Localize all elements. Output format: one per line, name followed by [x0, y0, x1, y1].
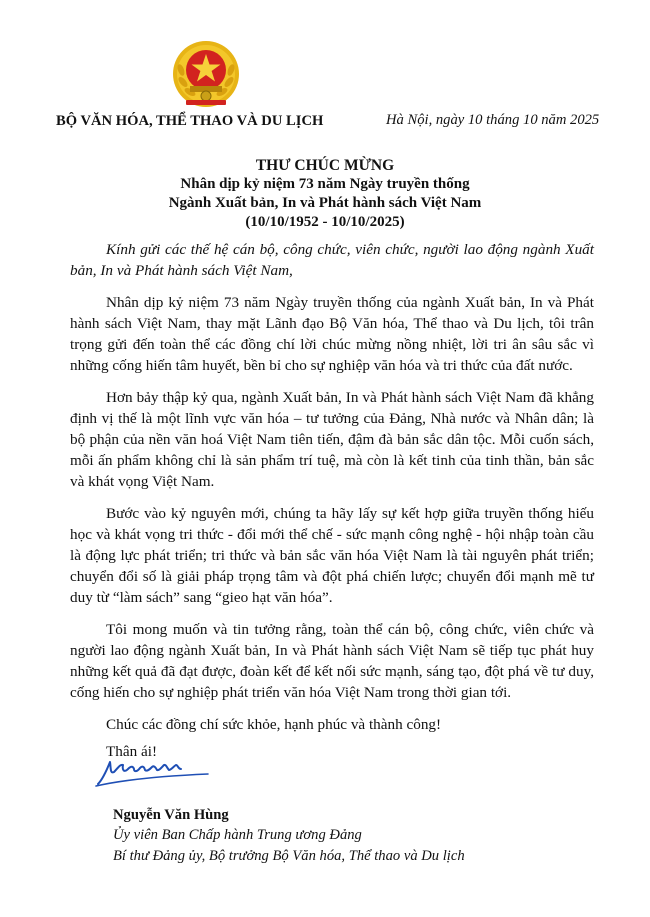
paragraph-3: Bước vào kỷ nguyên mới, chúng ta hãy lấy sự kết hợp giữa truyền thống hiếu học và khát vọng tri thức - đổi mới thể chế - sức mạnh công nghệ - hội nhập toàn cầu là động lực phát triển; tri thức và bản sắc văn hóa Việt Nam là tài nguyên phát triển; chuyển đổi số là giải pháp trọng tâm và đột phá chiến lược; chuyển đổi mạnh mẽ tư duy từ “làm sách” sang “gieo hạt văn hóa”. — [70, 505, 594, 606]
signer-name: Nguyễn Văn Hùng — [113, 807, 229, 823]
letter-subtitle-occasion: Nhân dịp kỷ niệm 73 năm Ngày truyền thống — [180, 176, 470, 192]
paragraph-4: Tôi mong muốn và tin tưởng rằng, toàn thể cán bộ, công chức, viên chức và người lao động ngành Xuất bản, In và Phát hành sách Việt Nam sẽ tiếp tục phát huy những kết quả đã đạt được, đoàn kết để kết nối sức mạnh, sáng tạo, đột phá về tư duy, cống hiến cho sự nghiệp phát triển văn hóa Việt Nam trong thời gian tới. — [70, 621, 594, 701]
closing-paragraph: Thân ái! — [106, 743, 158, 760]
handwritten-signature — [92, 750, 212, 790]
letter-subtitle-dates: (10/10/1952 - 10/10/2025) — [245, 214, 405, 230]
place-date: Hà Nội, ngày 10 tháng 10 năm 2025 — [386, 112, 600, 128]
paragraph-2: Hơn bảy thập kỷ qua, ngành Xuất bản, In và Phát hành sách Việt Nam đã khẳng định vị thế là một lĩnh vực văn hóa – tư tưởng của Đảng, Nhà nước và Nhân dân; là bộ phận của nền văn hoá Việt Nam tiên tiến, đậm đà bản sắc dân tộc. Mỗi cuốn sách, mỗi ấn phẩm không chỉ là sản phẩm trí tuệ, mà còn là kết tinh của tinh thần, bản sắc và khát vọng Việt Nam. — [70, 389, 594, 490]
paragraph-1: Nhân dịp kỷ niệm 73 năm Ngày truyền thống của ngành Xuất bản, In và Phát hành sách Việt Nam, thay mặt Lãnh đạo Bộ Văn hóa, Thể thao và Du lịch, tôi trân trọng gửi đến toàn thể các đồng chí lời chúc mừng nồng nhiệt, lời tri ân sâu sắc vì những cống hiến tâm huyết, bền bỉ cho sự nghiệp văn hóa và tri thức của đất nước. — [70, 294, 594, 374]
greeting-paragraph: Kính gửi các thế hệ cán bộ, công chức, viên chức, người lao động ngành Xuất bản, In và Phát hành sách Việt Nam, — [70, 241, 594, 279]
letter-title: THƯ CHÚC MỪNG — [255, 157, 395, 174]
paragraph-5: Chúc các đồng chí sức khỏe, hạnh phúc và thành công! — [106, 716, 442, 733]
ministry-name: BỘ VĂN HÓA, THỂ THAO VÀ DU LỊCH — [56, 113, 324, 129]
letter-body — [70, 239, 594, 773]
letter-subtitle-sector: Ngành Xuất bản, In và Phát hành sách Việt Nam — [168, 195, 482, 211]
signer-position-2: Bí thư Đảng ủy, Bộ trưởng Bộ Văn hóa, Thể thao và Du lịch — [113, 848, 465, 864]
national-emblem-icon — [172, 40, 240, 108]
signer-position-1: Ủy viên Ban Chấp hành Trung ương Đảng — [113, 827, 362, 843]
letter-title-block — [100, 156, 550, 232]
